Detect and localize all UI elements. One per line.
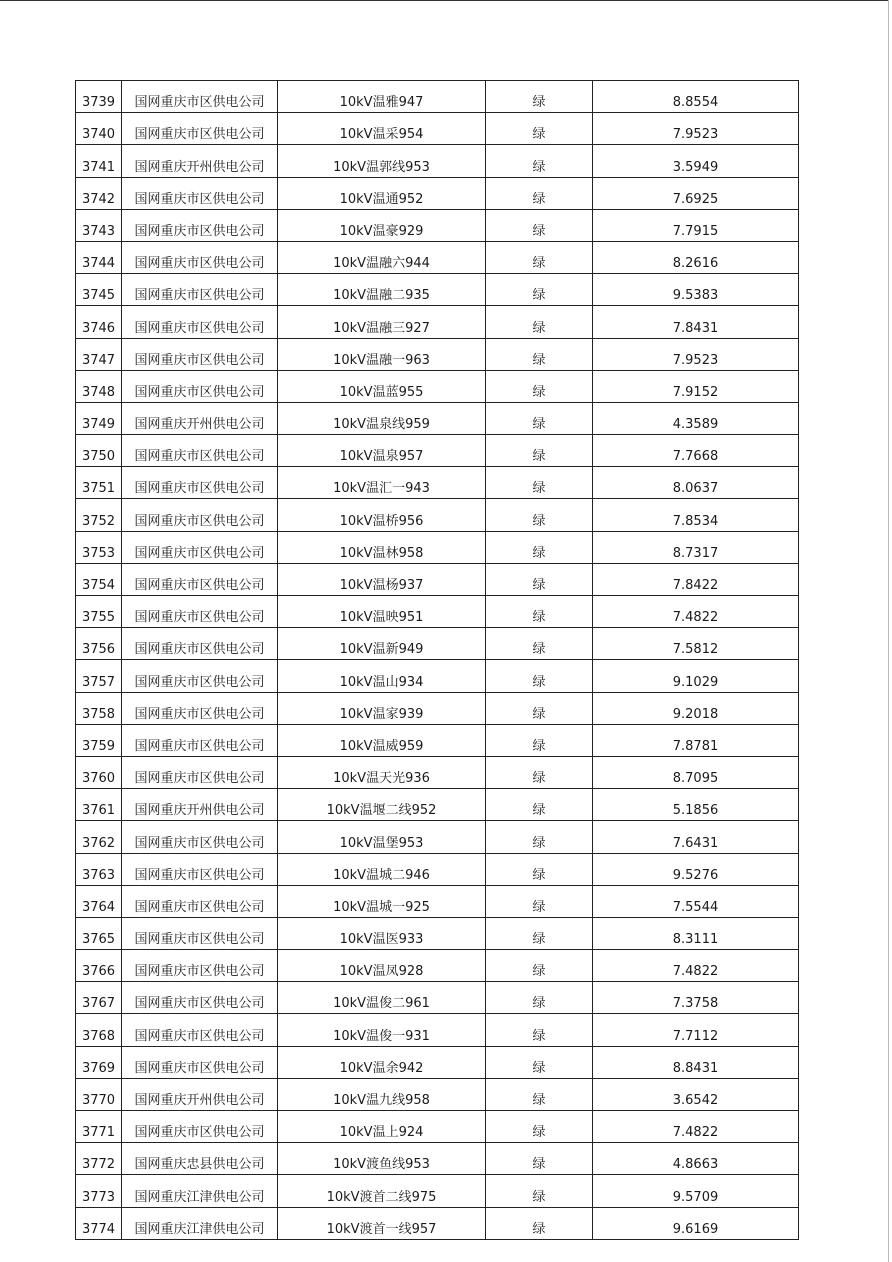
cell-value: 4.8663 [593,1143,799,1175]
table-row [76,1014,799,1046]
cell-status-color: 绿 [486,821,593,853]
cell-company: 国网重庆市区供电公司 [122,370,278,402]
cell-line-name: 10kV温家939 [278,692,486,724]
cell-line-name: 10kV温城一925 [278,885,486,917]
cell-value: 7.8781 [593,724,799,756]
cell-status-color: 绿 [486,1175,593,1207]
table-row [76,435,799,467]
table-row [76,274,799,306]
cell-value: 3.5949 [593,145,799,177]
cell-status-color: 绿 [486,338,593,370]
cell-company: 国网重庆市区供电公司 [122,274,278,306]
cell-status-color: 绿 [486,724,593,756]
cell-line-name: 10kV温泉线959 [278,402,486,434]
table-row [76,1046,799,1078]
cell-value: 3.6542 [593,1078,799,1110]
cell-company: 国网重庆开州供电公司 [122,402,278,434]
cell-row-number: 3772 [76,1143,122,1175]
cell-company: 国网重庆市区供电公司 [122,209,278,241]
cell-line-name: 10kV温上924 [278,1111,486,1143]
cell-line-name: 10kV渡首二线975 [278,1175,486,1207]
cell-line-name: 10kV温雅947 [278,81,486,113]
table-row [76,789,799,821]
cell-line-name: 10kV温俊二961 [278,982,486,1014]
cell-line-name: 10kV渡鱼线953 [278,1143,486,1175]
cell-company: 国网重庆市区供电公司 [122,467,278,499]
cell-company: 国网重庆市区供电公司 [122,853,278,885]
cell-status-color: 绿 [486,789,593,821]
cell-company: 国网重庆市区供电公司 [122,338,278,370]
cell-status-color: 绿 [486,531,593,563]
cell-company: 国网重庆市区供电公司 [122,1111,278,1143]
cell-value: 9.1029 [593,660,799,692]
cell-line-name: 10kV温采954 [278,113,486,145]
cell-status-color: 绿 [486,113,593,145]
cell-row-number: 3769 [76,1046,122,1078]
cell-company: 国网重庆江津供电公司 [122,1175,278,1207]
cell-company: 国网重庆市区供电公司 [122,241,278,273]
table-row [76,563,799,595]
cell-row-number: 3770 [76,1078,122,1110]
cell-company: 国网重庆市区供电公司 [122,531,278,563]
cell-value: 8.7317 [593,531,799,563]
cell-company: 国网重庆市区供电公司 [122,81,278,113]
table-row [76,692,799,724]
cell-value: 7.4822 [593,950,799,982]
table-row [76,1111,799,1143]
cell-status-color: 绿 [486,596,593,628]
cell-value: 7.3758 [593,982,799,1014]
table-row [76,241,799,273]
cell-line-name: 10kV温融二935 [278,274,486,306]
cell-status-color: 绿 [486,145,593,177]
cell-company: 国网重庆市区供电公司 [122,950,278,982]
cell-value: 7.7915 [593,209,799,241]
cell-company: 国网重庆江津供电公司 [122,1207,278,1239]
table-row [76,756,799,788]
cell-row-number: 3742 [76,177,122,209]
cell-line-name: 10kV温泉957 [278,435,486,467]
cell-value: 8.8431 [593,1046,799,1078]
table-row [76,113,799,145]
cell-status-color: 绿 [486,950,593,982]
cell-value: 7.8422 [593,563,799,595]
table-row [76,917,799,949]
cell-line-name: 10kV温天光936 [278,756,486,788]
cell-value: 5.1856 [593,789,799,821]
cell-row-number: 3760 [76,756,122,788]
cell-company: 国网重庆市区供电公司 [122,982,278,1014]
cell-company: 国网重庆市区供电公司 [122,596,278,628]
cell-company: 国网重庆市区供电公司 [122,1046,278,1078]
cell-row-number: 3744 [76,241,122,273]
table-row [76,1143,799,1175]
table-row [76,628,799,660]
cell-line-name: 10kV温俊一931 [278,1014,486,1046]
table-row [76,402,799,434]
cell-line-name: 10kV温新949 [278,628,486,660]
cell-row-number: 3763 [76,853,122,885]
cell-value: 7.4822 [593,596,799,628]
cell-value: 9.2018 [593,692,799,724]
cell-value: 7.7112 [593,1014,799,1046]
cell-row-number: 3765 [76,917,122,949]
table-row [76,145,799,177]
table-row [76,1175,799,1207]
cell-row-number: 3764 [76,885,122,917]
table-row [76,885,799,917]
cell-value: 7.5544 [593,885,799,917]
cell-line-name: 10kV温余942 [278,1046,486,1078]
cell-company: 国网重庆市区供电公司 [122,177,278,209]
cell-status-color: 绿 [486,660,593,692]
cell-row-number: 3759 [76,724,122,756]
cell-status-color: 绿 [486,1143,593,1175]
cell-line-name: 10kV温城二946 [278,853,486,885]
cell-status-color: 绿 [486,1207,593,1239]
cell-status-color: 绿 [486,499,593,531]
table-row [76,724,799,756]
cell-status-color: 绿 [486,917,593,949]
cell-line-name: 10kV渡首一线957 [278,1207,486,1239]
cell-status-color: 绿 [486,853,593,885]
table-row [76,982,799,1014]
cell-row-number: 3747 [76,338,122,370]
cell-company: 国网重庆市区供电公司 [122,692,278,724]
cell-status-color: 绿 [486,81,593,113]
cell-status-color: 绿 [486,563,593,595]
cell-value: 9.5709 [593,1175,799,1207]
cell-row-number: 3741 [76,145,122,177]
cell-row-number: 3751 [76,467,122,499]
cell-value: 7.6925 [593,177,799,209]
cell-status-color: 绿 [486,402,593,434]
cell-line-name: 10kV温融六944 [278,241,486,273]
table-row [76,338,799,370]
table-row [76,821,799,853]
cell-line-name: 10kV温凤928 [278,950,486,982]
table-row [76,1207,799,1239]
cell-status-color: 绿 [486,370,593,402]
cell-company: 国网重庆市区供电公司 [122,885,278,917]
cell-status-color: 绿 [486,209,593,241]
cell-row-number: 3749 [76,402,122,434]
cell-row-number: 3758 [76,692,122,724]
cell-row-number: 3753 [76,531,122,563]
cell-company: 国网重庆市区供电公司 [122,435,278,467]
cell-company: 国网重庆市区供电公司 [122,113,278,145]
cell-value: 4.3589 [593,402,799,434]
cell-line-name: 10kV温九线958 [278,1078,486,1110]
cell-company: 国网重庆市区供电公司 [122,563,278,595]
cell-row-number: 3740 [76,113,122,145]
cell-line-name: 10kV温融一963 [278,338,486,370]
table-body [76,81,799,1240]
cell-company: 国网重庆市区供电公司 [122,628,278,660]
cell-row-number: 3755 [76,596,122,628]
cell-row-number: 3768 [76,1014,122,1046]
cell-line-name: 10kV温通952 [278,177,486,209]
cell-value: 7.9523 [593,113,799,145]
cell-row-number: 3739 [76,81,122,113]
cell-value: 8.2616 [593,241,799,273]
cell-status-color: 绿 [486,177,593,209]
table-row [76,853,799,885]
cell-row-number: 3766 [76,950,122,982]
cell-line-name: 10kV温威959 [278,724,486,756]
cell-line-name: 10kV温豪929 [278,209,486,241]
cell-row-number: 3762 [76,821,122,853]
cell-company: 国网重庆市区供电公司 [122,660,278,692]
cell-row-number: 3756 [76,628,122,660]
cell-status-color: 绿 [486,756,593,788]
cell-value: 7.8431 [593,306,799,338]
cell-company: 国网重庆市区供电公司 [122,1014,278,1046]
cell-status-color: 绿 [486,692,593,724]
cell-status-color: 绿 [486,467,593,499]
cell-company: 国网重庆开州供电公司 [122,145,278,177]
cell-company: 国网重庆市区供电公司 [122,306,278,338]
cell-status-color: 绿 [486,885,593,917]
cell-row-number: 3743 [76,209,122,241]
cell-line-name: 10kV温融三927 [278,306,486,338]
cell-value: 7.4822 [593,1111,799,1143]
cell-company: 国网重庆开州供电公司 [122,1078,278,1110]
cell-status-color: 绿 [486,982,593,1014]
cell-row-number: 3752 [76,499,122,531]
cell-row-number: 3771 [76,1111,122,1143]
cell-value: 8.7095 [593,756,799,788]
cell-value: 7.8534 [593,499,799,531]
table-row [76,306,799,338]
cell-row-number: 3750 [76,435,122,467]
cell-company: 国网重庆市区供电公司 [122,821,278,853]
cell-company: 国网重庆市区供电公司 [122,499,278,531]
cell-value: 9.6169 [593,1207,799,1239]
cell-status-color: 绿 [486,1046,593,1078]
cell-status-color: 绿 [486,306,593,338]
cell-row-number: 3748 [76,370,122,402]
cell-company: 国网重庆忠县供电公司 [122,1143,278,1175]
cell-value: 8.3111 [593,917,799,949]
cell-status-color: 绿 [486,241,593,273]
table-row [76,370,799,402]
table-row [76,499,799,531]
cell-value: 8.0637 [593,467,799,499]
cell-line-name: 10kV温映951 [278,596,486,628]
cell-line-name: 10kV温堡953 [278,821,486,853]
cell-line-name: 10kV温桥956 [278,499,486,531]
cell-row-number: 3757 [76,660,122,692]
cell-row-number: 3761 [76,789,122,821]
cell-row-number: 3773 [76,1175,122,1207]
table-row [76,950,799,982]
cell-company: 国网重庆市区供电公司 [122,724,278,756]
cell-row-number: 3774 [76,1207,122,1239]
cell-line-name: 10kV温蓝955 [278,370,486,402]
cell-line-name: 10kV温郭线953 [278,145,486,177]
cell-value: 7.9523 [593,338,799,370]
cell-status-color: 绿 [486,1111,593,1143]
table-row [76,209,799,241]
cell-value: 9.5276 [593,853,799,885]
table-row [76,531,799,563]
table-row [76,81,799,113]
cell-line-name: 10kV温林958 [278,531,486,563]
cell-line-name: 10kV温堰二线952 [278,789,486,821]
table-row [76,177,799,209]
cell-value: 7.5812 [593,628,799,660]
cell-status-color: 绿 [486,1014,593,1046]
cell-value: 7.7668 [593,435,799,467]
cell-status-color: 绿 [486,435,593,467]
table-row [76,596,799,628]
table-row [76,467,799,499]
cell-line-name: 10kV温医933 [278,917,486,949]
cell-status-color: 绿 [486,1078,593,1110]
cell-line-name: 10kV温杨937 [278,563,486,595]
cell-line-name: 10kV温汇一943 [278,467,486,499]
cell-row-number: 3746 [76,306,122,338]
cell-row-number: 3767 [76,982,122,1014]
cell-value: 8.8554 [593,81,799,113]
table-row [76,660,799,692]
cell-row-number: 3754 [76,563,122,595]
page-right-border [888,0,889,1262]
cell-company: 国网重庆市区供电公司 [122,756,278,788]
cell-value: 7.9152 [593,370,799,402]
cell-company: 国网重庆开州供电公司 [122,789,278,821]
cell-company: 国网重庆市区供电公司 [122,917,278,949]
table-row [76,1078,799,1110]
cell-status-color: 绿 [486,628,593,660]
cell-value: 7.6431 [593,821,799,853]
cell-status-color: 绿 [486,274,593,306]
cell-value: 9.5383 [593,274,799,306]
cell-row-number: 3745 [76,274,122,306]
page-top-border [0,0,888,1]
data-table [75,80,799,1240]
cell-line-name: 10kV温山934 [278,660,486,692]
